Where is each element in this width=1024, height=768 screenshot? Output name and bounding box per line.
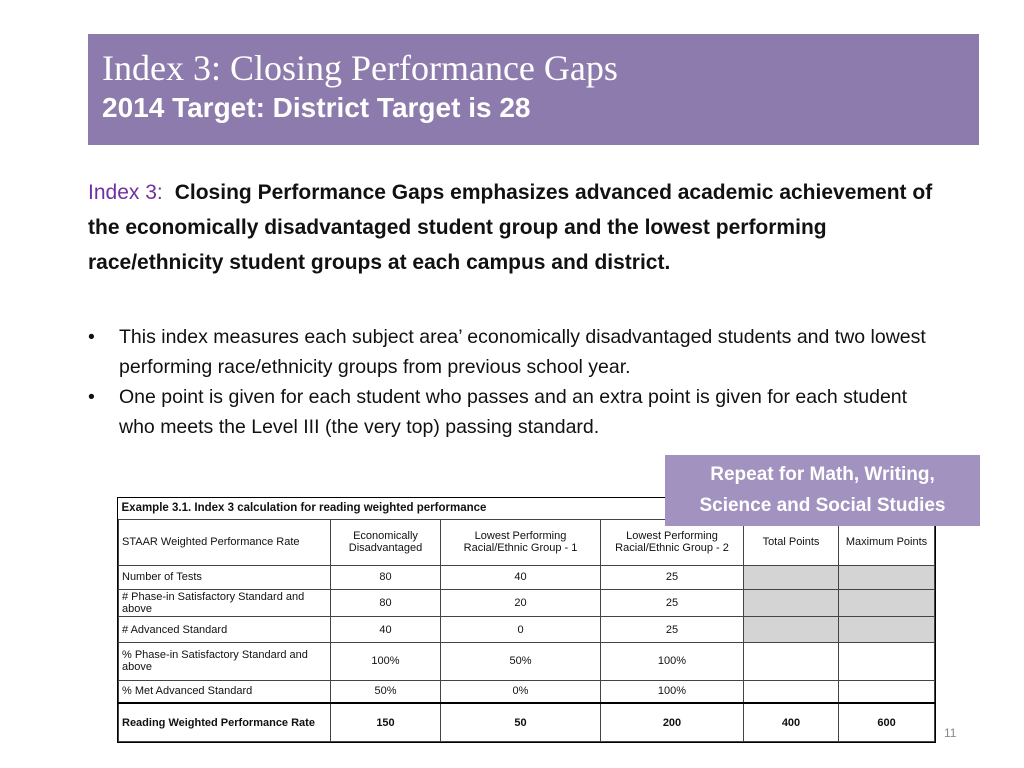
table-row <box>119 590 935 617</box>
table-cell: 50% <box>331 680 441 703</box>
table-cell: 200 <box>601 703 744 741</box>
table-row <box>119 565 935 589</box>
table-header-cell: Maximum Points <box>839 519 935 565</box>
table-row <box>119 643 935 680</box>
callout-box <box>665 455 980 526</box>
table-cell: 150 <box>331 703 441 741</box>
table-cell: 0 <box>441 617 601 643</box>
row-label: # Phase-in Satisfactory Standard and above <box>119 590 331 617</box>
table-cell: 80 <box>331 590 441 617</box>
table-cell <box>839 617 935 643</box>
row-label: Reading Weighted Performance Rate <box>119 703 331 741</box>
table-cell: 20 <box>441 590 601 617</box>
bullet-text: One point is given for each student who passes and an extra point is given for each student who meets the Level III (the very top) passing standard. <box>119 386 908 438</box>
callout-line-2: Science and Social Studies <box>699 495 946 516</box>
table-cell: 40 <box>441 565 601 589</box>
bullet-dot: • <box>88 326 95 348</box>
table-cell: 100% <box>331 643 441 680</box>
table-caption: Example 3.1. Index 3 calculation for reading weighted performance <box>119 498 935 519</box>
bullet-item <box>88 382 938 442</box>
table-cell: 50% <box>441 643 601 680</box>
title-banner <box>88 34 979 145</box>
row-label: % Met Advanced Standard <box>119 680 331 703</box>
page-number: 11 <box>944 726 957 740</box>
callout-line-1: Repeat for Math, Writing, <box>710 464 935 485</box>
table-cell <box>839 643 935 680</box>
table-cell <box>744 680 839 703</box>
table-header-cell: Economically Disadvantaged <box>331 519 441 565</box>
table-cell <box>839 565 935 589</box>
table-cell: 40 <box>331 617 441 643</box>
table-row <box>119 617 935 643</box>
slide-title: Index 3: Closing Performance Gaps <box>102 48 618 88</box>
table-row <box>119 680 935 703</box>
table-header-cell: Total Points <box>744 519 839 565</box>
table-cell: 25 <box>601 617 744 643</box>
row-label: % Phase-in Satisfactory Standard and above <box>119 643 331 680</box>
table-cell: 100% <box>601 680 744 703</box>
row-label: Number of Tests <box>119 565 331 589</box>
table-header-row <box>119 519 935 565</box>
intro-lead: Index 3: <box>88 181 163 204</box>
intro-text: Closing Performance Gaps emphasizes advanced academic achievement of the economically disadvantaged student group and the lowest performing race/ethnicity student groups at each campus and district. <box>88 181 933 274</box>
table-header-cell: Lowest Performing Racial/Ethnic Group - 1 <box>441 519 601 565</box>
row-label: # Advanced Standard <box>119 617 331 643</box>
bullet-item <box>88 322 938 382</box>
bullet-dot: • <box>88 386 95 408</box>
table-cell: 100% <box>601 643 744 680</box>
table-cell: 25 <box>601 565 744 589</box>
table-cell: 400 <box>744 703 839 741</box>
example-table <box>117 497 936 743</box>
table-header-cell: STAAR Weighted Performance Rate <box>119 519 331 565</box>
table-cell <box>744 617 839 643</box>
intro-paragraph <box>88 175 948 280</box>
bullet-list <box>88 322 938 442</box>
table-cell <box>839 590 935 617</box>
table-cell: 50 <box>441 703 601 741</box>
table-cell: 80 <box>331 565 441 589</box>
slide-subtitle: 2014 Target: District Target is 28 <box>102 92 531 123</box>
table-cell <box>744 590 839 617</box>
table-cell <box>744 565 839 589</box>
bullet-text: This index measures each subject area’ economically disadvantaged students and two lowest performing race/ethnicity groups from previous school year. <box>119 326 926 378</box>
table-cell <box>839 680 935 703</box>
table-total-row <box>119 703 935 741</box>
table-cell: 600 <box>839 703 935 741</box>
table-cell: 25 <box>601 590 744 617</box>
table-cell <box>744 643 839 680</box>
table-cell: 0% <box>441 680 601 703</box>
table-header-cell: Lowest Performing Racial/Ethnic Group - 2 <box>601 519 744 565</box>
